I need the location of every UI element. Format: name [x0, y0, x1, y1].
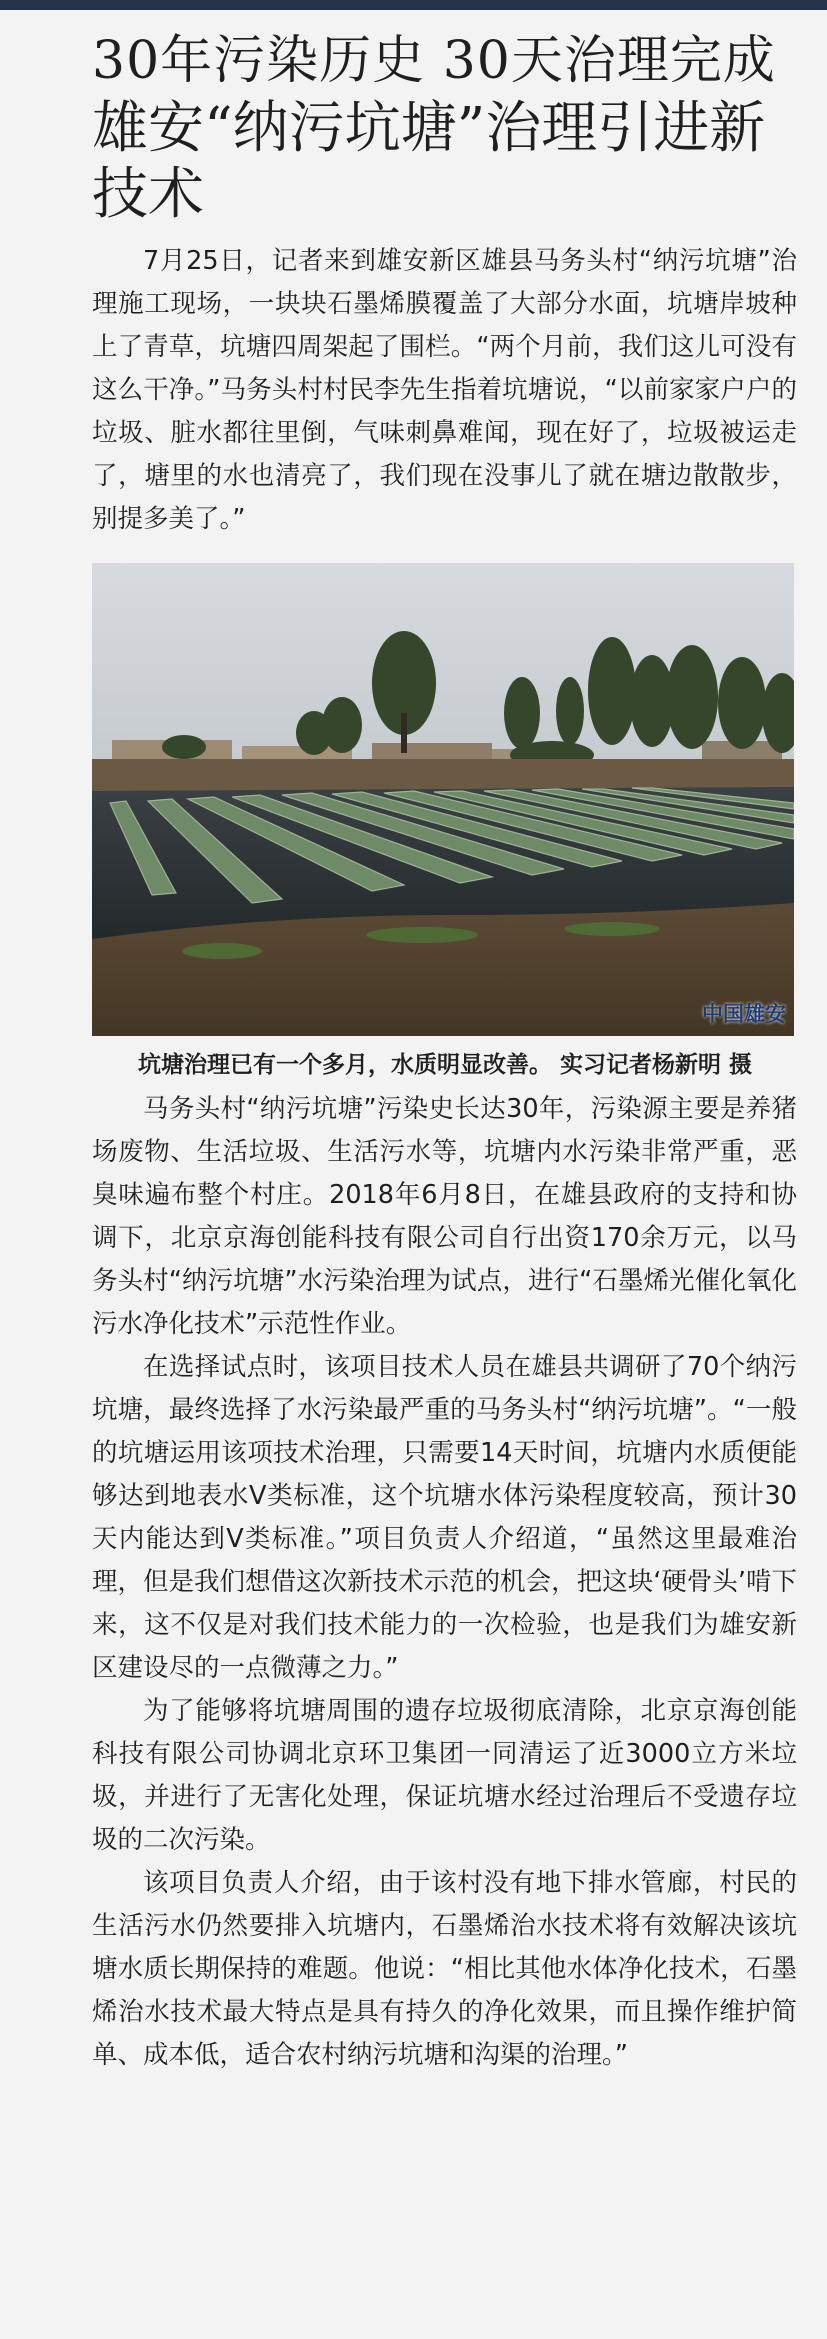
- headline-secondary: 雄安“纳污坑塘”治理引进新技术: [92, 96, 766, 227]
- paragraph-technology: 该项目负责人介绍，由于该村没有地下排水管廊，村民的生活污水仍然要排入坑塘内，石墨烯治水技术将有效解决该坑塘水质长期保持的难题。他说：“相比其他水体净化技术，石墨烯治水技术最大特点是具有持久的净化效果，而且操作维护简单、成本低，适合农村纳污坑塘和沟渠的治理。”: [92, 1868, 797, 2070]
- article-photo: [92, 563, 794, 1036]
- article: [92, 28, 797, 2077]
- paragraph-cleanup: 为了能够将坑塘周围的遗存垃圾彻底清除，北京京海创能科技有限公司协调北京环卫集团一同清运了近3000立方米垃圾，并进行了无害化处理，保证坑塘水经过治理后不受遗存垃圾的二次污染。: [92, 1696, 797, 1855]
- paragraph-selection: 在选择试点时，该项目技术人员在雄县共调研了70个纳污坑塘，最终选择了水污染最严重的马务头村“纳污坑塘”。“一般的坑塘运用该项技术治理，只需要14天时间，坑塘内水质便能够达到地表水V类标准，这个坑塘水体污染程度较高，预计30天内能达到V类标准。”项目负责人介绍道，“虽然这里最难治理，但是我们想借这次新技术示范的机会，把这块‘硬骨头’啃下来，这不仅是对我们技术能力的一次检验，也是我们为雄安新区建设尽的一点微薄之力。”: [92, 1352, 797, 1683]
- photo-caption: 坑塘治理已有一个多月，水质明显改善。 实习记者杨新明 摄: [138, 1051, 753, 1078]
- pond-photo-illustration: [92, 563, 794, 1036]
- paragraph-history: 马务头村“纳污坑塘”污染史长达30年，污染源主要是养猪场废物、生活垃圾、生活污水等，坑塘内水污染非常严重，恶臭味遍布整个村庄。2018年6月8日，在雄县政府的支持和协调下，北京京海创能科技有限公司自行出资170余万元，以马务头村“纳污坑塘”水污染治理为试点，进行“石墨烯光催化氧化污水净化技术”示范性作业。: [92, 1094, 797, 1339]
- top-bar: [0, 0, 827, 10]
- paragraph-intro: 7月25日，记者来到雄安新区雄县马务头村“纳污坑塘”治理施工现场，一块块石墨烯膜覆盖了大部分水面，坑塘岸坡种上了青草，坑塘四周架起了围栏。“两个月前，我们这儿可没有这么干净。”马务头村村民李先生指着坑塘说，“以前家家户户的垃圾、脏水都往里倒，气味刺鼻难闻，现在好了，垃圾被运走了，塘里的水也清亮了，我们现在没事儿了就在塘边散散步，别提多美了。”: [92, 246, 797, 534]
- watermark-logo: 中国雄安: [702, 1001, 786, 1026]
- headline-primary: 30年污染历史 30天治理完成: [92, 31, 776, 91]
